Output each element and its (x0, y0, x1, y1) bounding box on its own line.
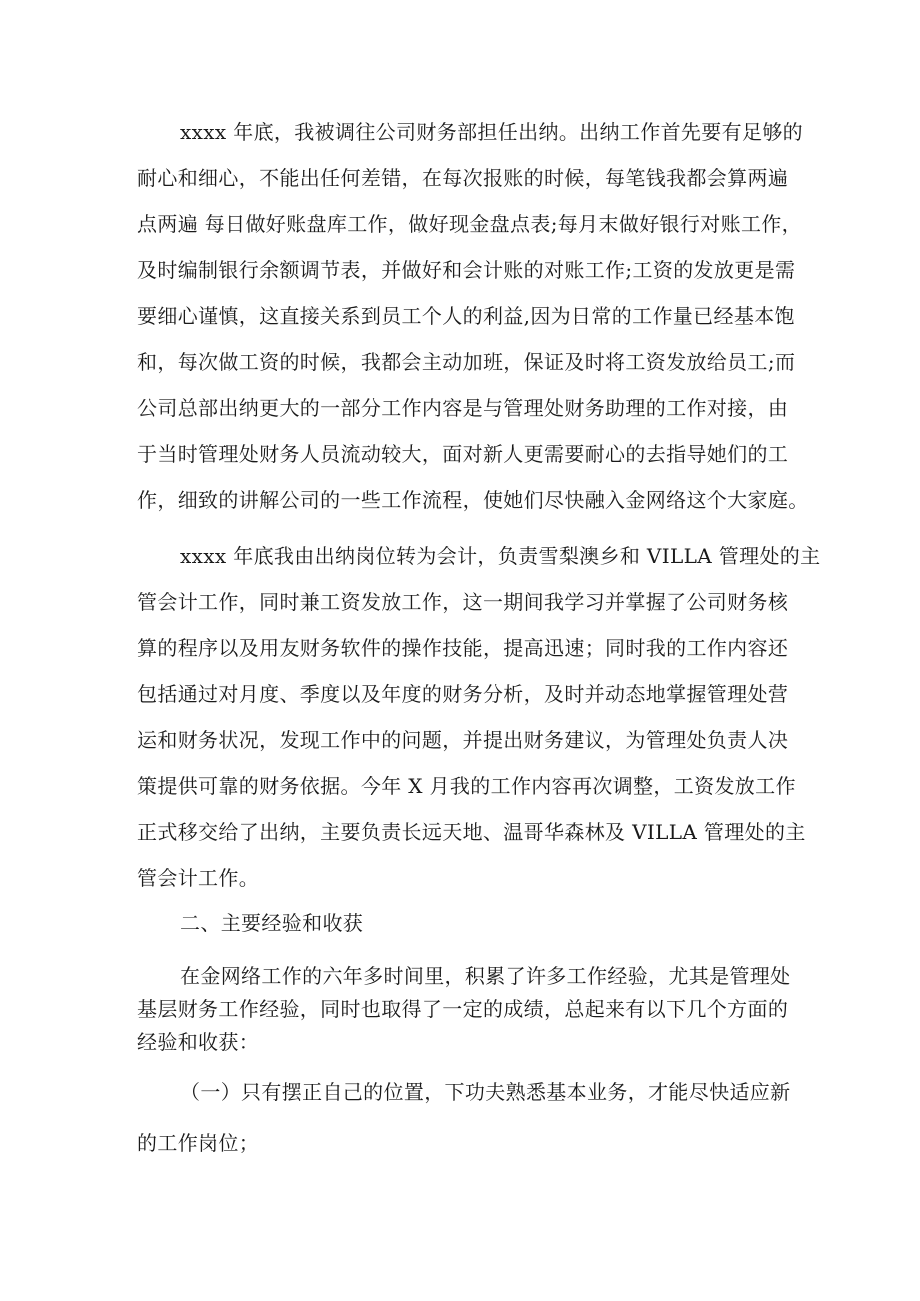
paragraph-1-line-4: 及时编制银行余额调节表，并做好和会计账的对账工作;工资的发放更是需 (137, 258, 796, 282)
paragraph-2-line-8: 管会计工作。 (137, 866, 260, 890)
section-heading: 二、主要经验和收获 (180, 911, 364, 935)
paragraph-1-line-3: 点两遍 每日做好账盘库工作，做好现金盘点表;每月末做好银行对账工作， (137, 212, 802, 236)
paragraph-2-line-3: 算的程序以及用友财务软件的操作技能，提高迅速；同时我的工作内容还 (137, 636, 789, 660)
paragraph-1-line-6: 和，每次做工资的时候，我都会主动加班，保证及时将工资发放给员工;而 (137, 350, 796, 374)
paragraph-3-line-1: 在金网络工作的六年多时间里，积累了许多工作经验，尤其是管理处 (180, 964, 791, 988)
paragraph-2-line-5: 运和财务状况，发现工作中的问题，并提出财务建议，为管理处负责人决 (137, 728, 789, 752)
paragraph-2-line-6: 策提供可靠的财务依据。今年 X 月我的工作内容再次调整，工资发放工作 (137, 774, 796, 798)
paragraph-1-line-5: 要细心谨慎，这直接关系到员工个人的利益,因为日常的工作量已经基本饱 (137, 304, 795, 328)
paragraph-1-line-1: xxxx 年底，我被调往公司财务部担任出纳。出纳工作首先要有足够的 (180, 120, 804, 144)
subsection-heading-line-1: （一）只有摆正自己的位置，下功夫熟悉基本业务，才能尽快适应新 (180, 1080, 791, 1104)
paragraph-3-line-3: 经验和收获： (137, 1030, 260, 1054)
paragraph-2-line-4: 包括通过对月度、季度以及年度的财务分析，及时并动态地掌握管理处营 (137, 682, 789, 706)
paragraph-1-line-8: 于当时管理处财务人员流动较大，面对新人更需要耐心的去指导她们的工 (137, 442, 789, 466)
paragraph-3-line-2: 基层财务工作经验，同时也取得了一定的成绩，总起来有以下几个方面的 (137, 997, 789, 1021)
paragraph-1-line-2: 耐心和细心，不能出任何差错，在每次报账的时候，每笔钱我都会算两遍 (137, 166, 789, 190)
subsection-heading-line-2: 的工作岗位； (137, 1131, 260, 1155)
paragraph-2-line-1: xxxx 年底我由出纳岗位转为会计，负责雪梨澳乡和 VILLA 管理处的主 (180, 544, 821, 568)
paragraph-1-line-9: 作，细致的讲解公司的一些工作流程，使她们尽快融入金网络这个大家庭。 (137, 488, 809, 512)
paragraph-2-line-7: 正式移交给了出纳，主要负责长远天地、温哥华森林及 VILLA 管理处的主 (137, 820, 806, 844)
paragraph-2-line-2: 管会计工作，同时兼工资发放工作，这一期间我学习并掌握了公司财务核 (137, 590, 789, 614)
paragraph-1-line-7: 公司总部出纳更大的一部分工作内容是与管理处财务助理的工作对接，由 (137, 396, 789, 420)
